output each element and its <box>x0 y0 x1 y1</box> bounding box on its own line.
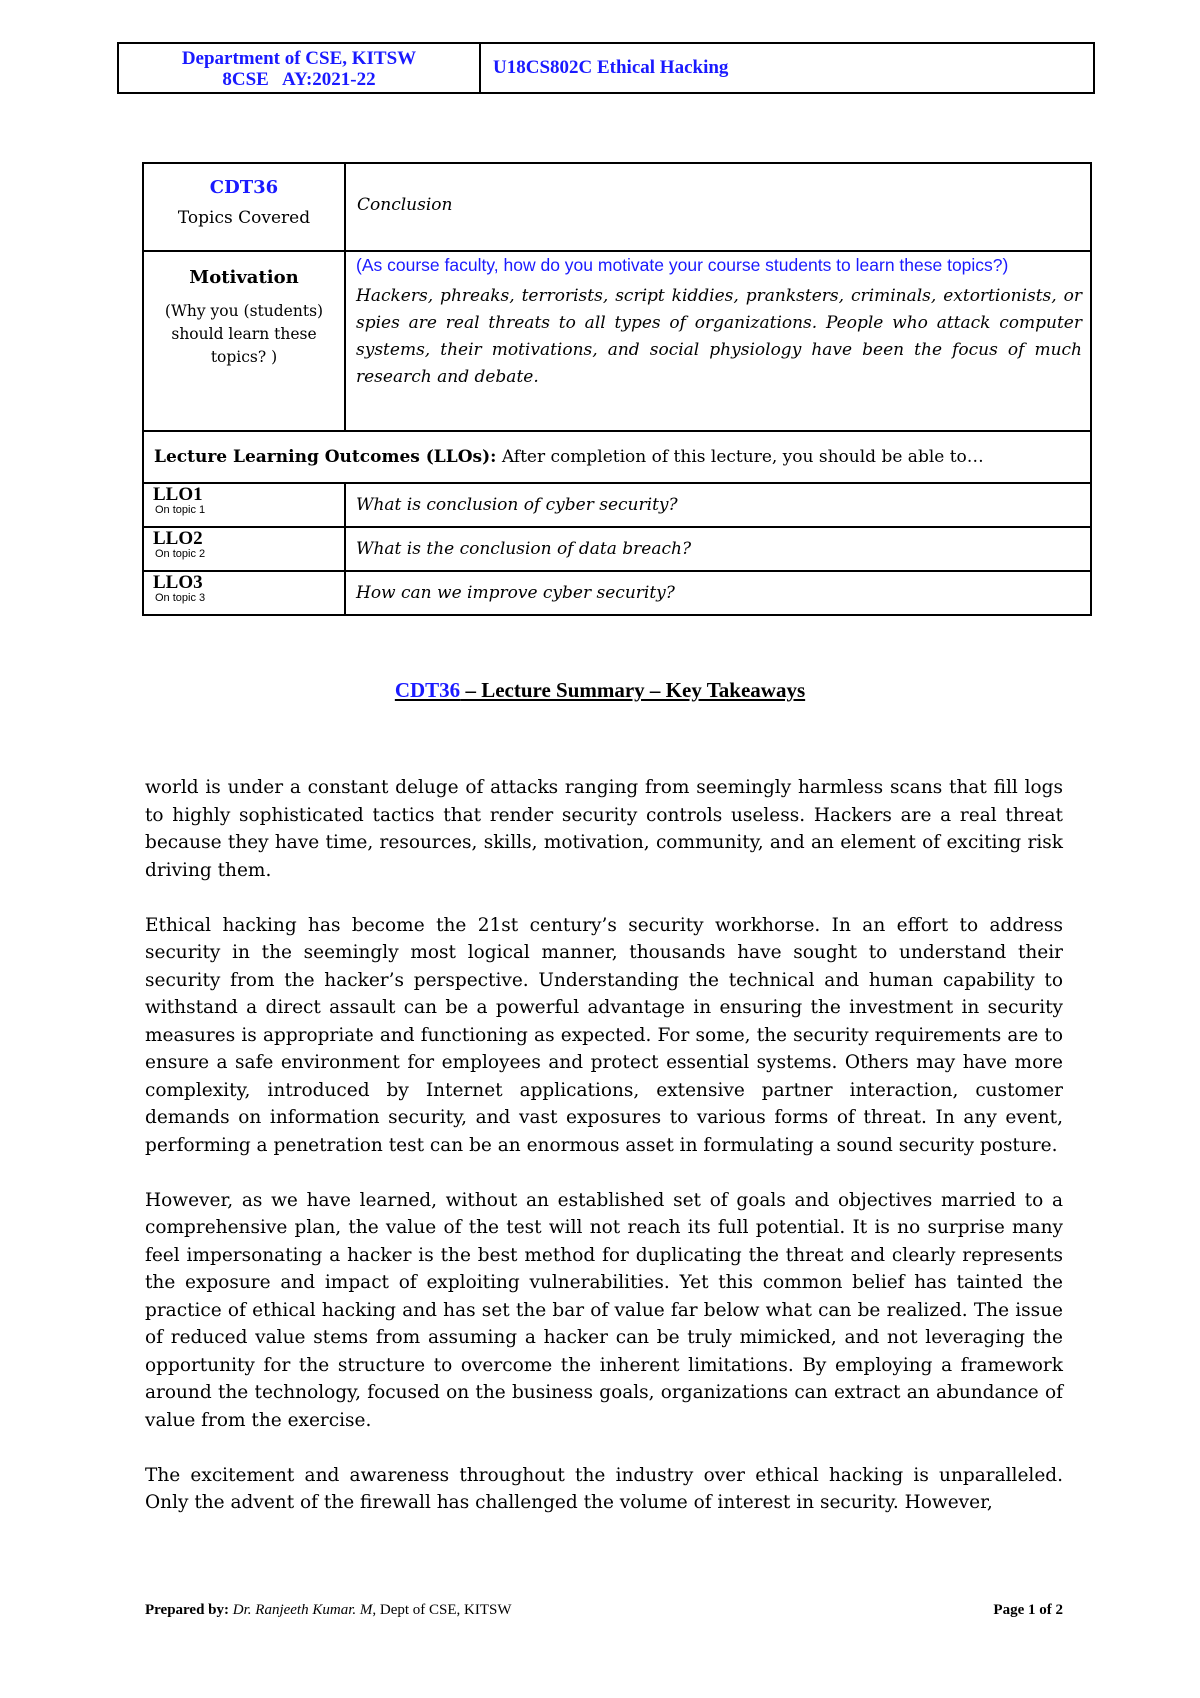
llo-code: LLO2 <box>153 528 203 549</box>
llo-text: What is conclusion of cyber security? <box>356 495 678 515</box>
motivation-label: Motivation <box>189 267 299 288</box>
topics-covered-label: Topics Covered <box>177 208 311 228</box>
llo-text-cell <box>345 483 1091 527</box>
llo-code-cell <box>143 527 345 571</box>
summary-cdt-link[interactable]: CDT36 <box>394 678 461 702</box>
llo-topic-ref: On topic 1 <box>155 504 206 516</box>
topic-value: Conclusion <box>357 195 453 215</box>
prepared-by <box>145 1602 512 1619</box>
document-header <box>117 42 1095 94</box>
body-paragraph: The excitement and awareness throughout the industry over ethical hacking is unparalleled. Only the advent of the firewall has challenged the volume of interest in security. However, <box>145 1464 1063 1513</box>
llo-heading: Lecture Learning Outcomes (LLOs): <box>154 447 497 467</box>
llo-row <box>143 527 1091 571</box>
academic-year: 8CSE AY:2021-22 <box>222 69 376 90</box>
cdt-code: CDT36 <box>209 177 279 198</box>
llo-topic-ref: On topic 2 <box>155 548 206 560</box>
llo-text: What is the conclusion of data breach? <box>356 539 692 559</box>
topic-cell <box>345 163 1091 251</box>
llo-heading-row <box>143 431 1091 483</box>
motivation-prompt: (As course faculty, how do you motivate your course students to learn these topics?) <box>356 255 1009 275</box>
motivation-cell <box>345 251 1091 431</box>
llo-text: How can we improve cyber security? <box>356 583 675 603</box>
llo-row <box>143 571 1091 615</box>
body-paragraph: However, as we have learned, without an established set of goals and objectives married to a comprehensive plan, the value of the test will not reach its full potential. It is no surprise many feel impersonating a hacker is the best method for duplicating the threat and clearly represents the exposure and impact of exploiting vulnerabilities. Yet this common belief has tainted the practice of ethical hacking and has set the bar of value far below what can be realized. The issue of reduced value stems from assuming a hacker can be truly mimicked, and not leveraging the opportunity for the structure to overcome the inherent limitations. By employing a framework around the technology, focused on the business goals, organizations can extract an abundance of value from the exercise. <box>145 1189 1063 1431</box>
motivation-subtitle: (Why you (students) should learn these topics? ) <box>164 302 324 366</box>
department-cell <box>119 44 481 92</box>
llo-row <box>143 483 1091 527</box>
summary-heading-text: – Lecture Summary – Key Takeaways <box>460 678 806 702</box>
department-name: Department of CSE, KITSW <box>181 48 417 69</box>
page-footer <box>145 1602 1063 1619</box>
llo-text-cell <box>345 571 1091 615</box>
lecture-info-table <box>142 162 1092 616</box>
llo-code-cell <box>143 483 345 527</box>
motivation-label-cell <box>143 251 345 431</box>
author-name: Dr. Ranjeeth Kumar. M <box>232 1602 373 1618</box>
llo-topic-ref: On topic 3 <box>155 592 206 604</box>
prepared-label: Prepared by: <box>145 1602 230 1618</box>
llo-heading-cell <box>143 431 1091 483</box>
page-number: Page 1 of 2 <box>993 1602 1063 1618</box>
author-dept: , Dept of CSE, KITSW <box>372 1602 512 1618</box>
summary-heading <box>0 678 1200 703</box>
course-cell <box>481 44 1093 92</box>
llo-code: LLO3 <box>153 572 203 593</box>
topic-row <box>143 163 1091 251</box>
course-title: U18CS802C Ethical Hacking <box>493 57 729 78</box>
llo-intro: After completion of this lecture, you should be able to… <box>501 447 984 467</box>
summary-body <box>145 774 1063 1544</box>
llo-code-cell <box>143 571 345 615</box>
body-paragraph: Ethical hacking has become the 21st century’s security workhorse. In an effort to address security in the seemingly most logical manner, thousands have sought to understand their security from the hacker’s perspective. Understanding the technical and human capability to withstand a direct assault can be a powerful advantage in ensuring the investment in security measures is appropriate and functioning as expected. For some, the security requirements are to ensure a safe environment for employees and protect essential systems. Others may have more complexity, introduced by Internet applications, extensive partner interaction, customer demands on information security, and vast exposures to various forms of threat. In any event, performing a penetration test can be an enormous asset in formulating a sound security posture. <box>145 914 1063 1156</box>
llo-text-cell <box>345 527 1091 571</box>
motivation-text: Hackers, phreaks, terrorists, script kiddies, pranksters, criminals, extortionists, or spies are real threats to all types of organizations. People who attack computer systems, their motivations, and social physiology have been the focus of much research and debate. <box>356 286 1082 387</box>
motivation-row <box>143 251 1091 431</box>
topic-label-cell <box>143 163 345 251</box>
body-paragraph: world is under a constant deluge of attacks ranging from seemingly harmless scans that fill logs to highly sophisticated tactics that render security controls useless. Hackers are a real threat because they have time, resources, skills, motivation, community, and an element of exciting risk driving them. <box>145 777 1063 881</box>
llo-code: LLO1 <box>153 484 203 505</box>
